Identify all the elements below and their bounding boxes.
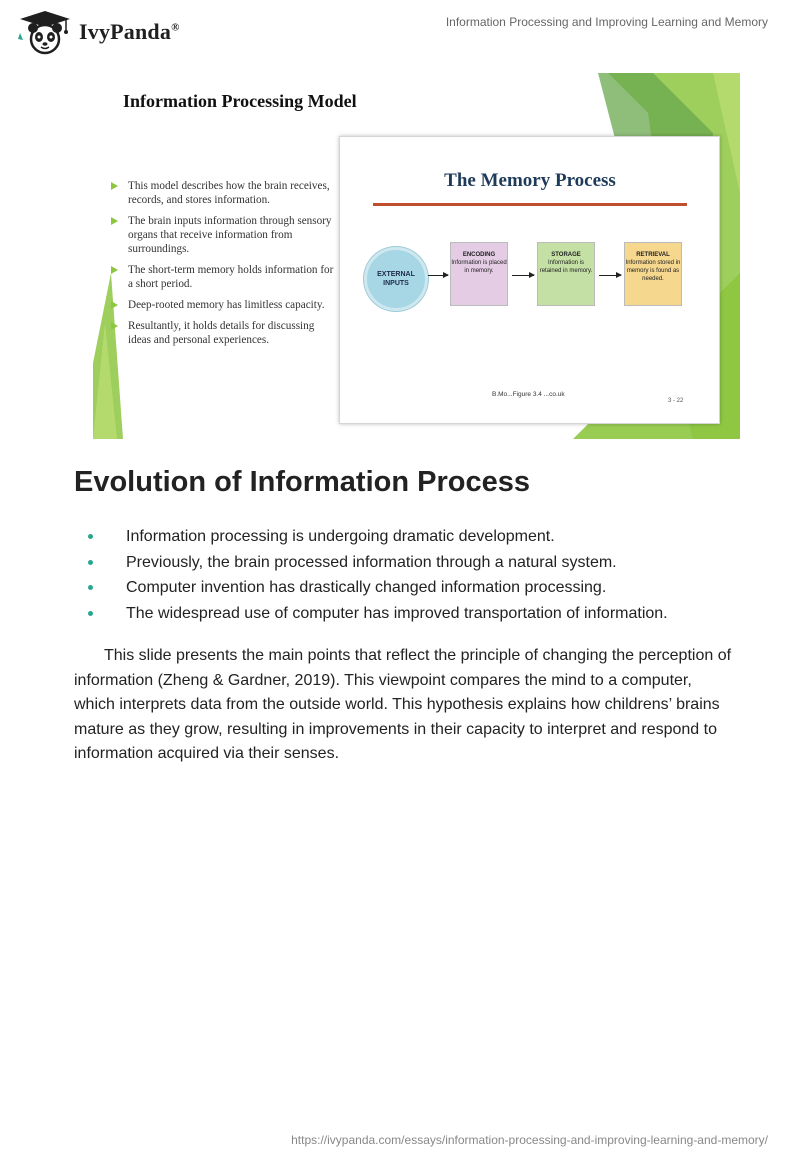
encoding-box (450, 242, 508, 306)
list-item (86, 553, 668, 579)
slide-bullet-list (109, 179, 339, 354)
registered-mark: ® (171, 21, 180, 34)
storage-text: Information is retained in memory. (539, 260, 593, 274)
document-title: Information Processing and Improving Learning and Memory (445, 15, 768, 29)
bullet-dot-icon (88, 534, 93, 539)
memory-process-card (339, 136, 720, 424)
figure-credit: B.Mo...Figure 3.4 ...co.uk (492, 391, 565, 398)
triangle-bullet-icon (111, 266, 118, 274)
retrieval-title: RETRIEVAL (636, 252, 670, 258)
storage-box (537, 242, 595, 306)
arrow-icon (428, 275, 448, 276)
slide-image (93, 73, 740, 439)
slide-bullet (109, 179, 339, 207)
list-item (86, 527, 668, 553)
title-divider (373, 203, 687, 206)
list-item-text: Previously, the brain processed information through a natural system. (126, 553, 617, 571)
bullet-dot-icon (88, 585, 93, 590)
slide-bullet (109, 214, 339, 256)
body-paragraph: This slide presents the main points that reflect the principle of changing the perception of information (Zheng & Gardner, 2019). This viewpoint compares the mind to a computer, which interprets data from the outside world. This hypothesis explains how childrens’ brains mature as they grow, resulting in improvements in their capacity to interpret and respond to information acquired via their senses. (74, 647, 732, 762)
triangle-bullet-icon (111, 182, 118, 190)
encoding-title: ENCODING (462, 252, 496, 258)
slide-title: Information Processing Model (123, 91, 357, 111)
brand-text: IvyPanda (79, 19, 172, 44)
memory-process-title: The Memory Process (444, 170, 616, 191)
triangle-bullet-icon (111, 301, 118, 309)
triangle-bullet-icon (111, 322, 118, 330)
bullet-dot-icon (88, 611, 93, 616)
retrieval-box (624, 242, 682, 306)
arrow-icon (512, 275, 534, 276)
slide-bullet-text: Deep-rooted memory has limitless capacity. (128, 299, 325, 311)
arrow-icon (599, 275, 621, 276)
brand-name[interactable] (79, 19, 180, 45)
bullet-dot-icon (88, 560, 93, 565)
slide-bullet-text: The short-term memory holds information for a short period. (128, 264, 334, 290)
panda-logo-icon[interactable] (14, 9, 76, 55)
list-item (86, 578, 668, 604)
slide-bullet (109, 319, 339, 347)
triangle-bullet-icon (111, 217, 118, 225)
footer-url-link[interactable]: https://ivypanda.com/essays/information-processing-and-improving-learning-and-memory/ (291, 1133, 768, 1147)
slide-bullet-text: Resultantly, it holds details for discussing ideas and personal experiences. (128, 320, 315, 346)
list-item (86, 604, 668, 630)
storage-title: STORAGE (551, 252, 581, 258)
external-inputs-node (364, 247, 428, 311)
external-inputs-label: EXTERNAL INPUTS (377, 271, 415, 287)
list-item-text: Computer invention has drastically changed information processing. (126, 579, 607, 596)
section-bullet-list (86, 527, 668, 629)
encoding-text: Information is placed in memory. (451, 260, 507, 274)
slide-bullet (109, 298, 339, 312)
page-header (0, 0, 800, 50)
slide-bullet-text: This model describes how the brain receives, records, and stores information. (128, 180, 330, 206)
section-heading: Evolution of Information Process (74, 466, 530, 498)
retrieval-text: Information stored in memory is found as needed. (625, 260, 681, 282)
slide-page-number: 3 - 22 (668, 398, 684, 404)
list-item-text: Information processing is undergoing dramatic development. (126, 528, 555, 545)
slide-bullet-text: The brain inputs information through sensory organs that receive information from surroundings. (128, 215, 332, 255)
slide-bullet (109, 263, 339, 291)
list-item-text: The widespread use of computer has improved transportation of information. (126, 604, 668, 622)
